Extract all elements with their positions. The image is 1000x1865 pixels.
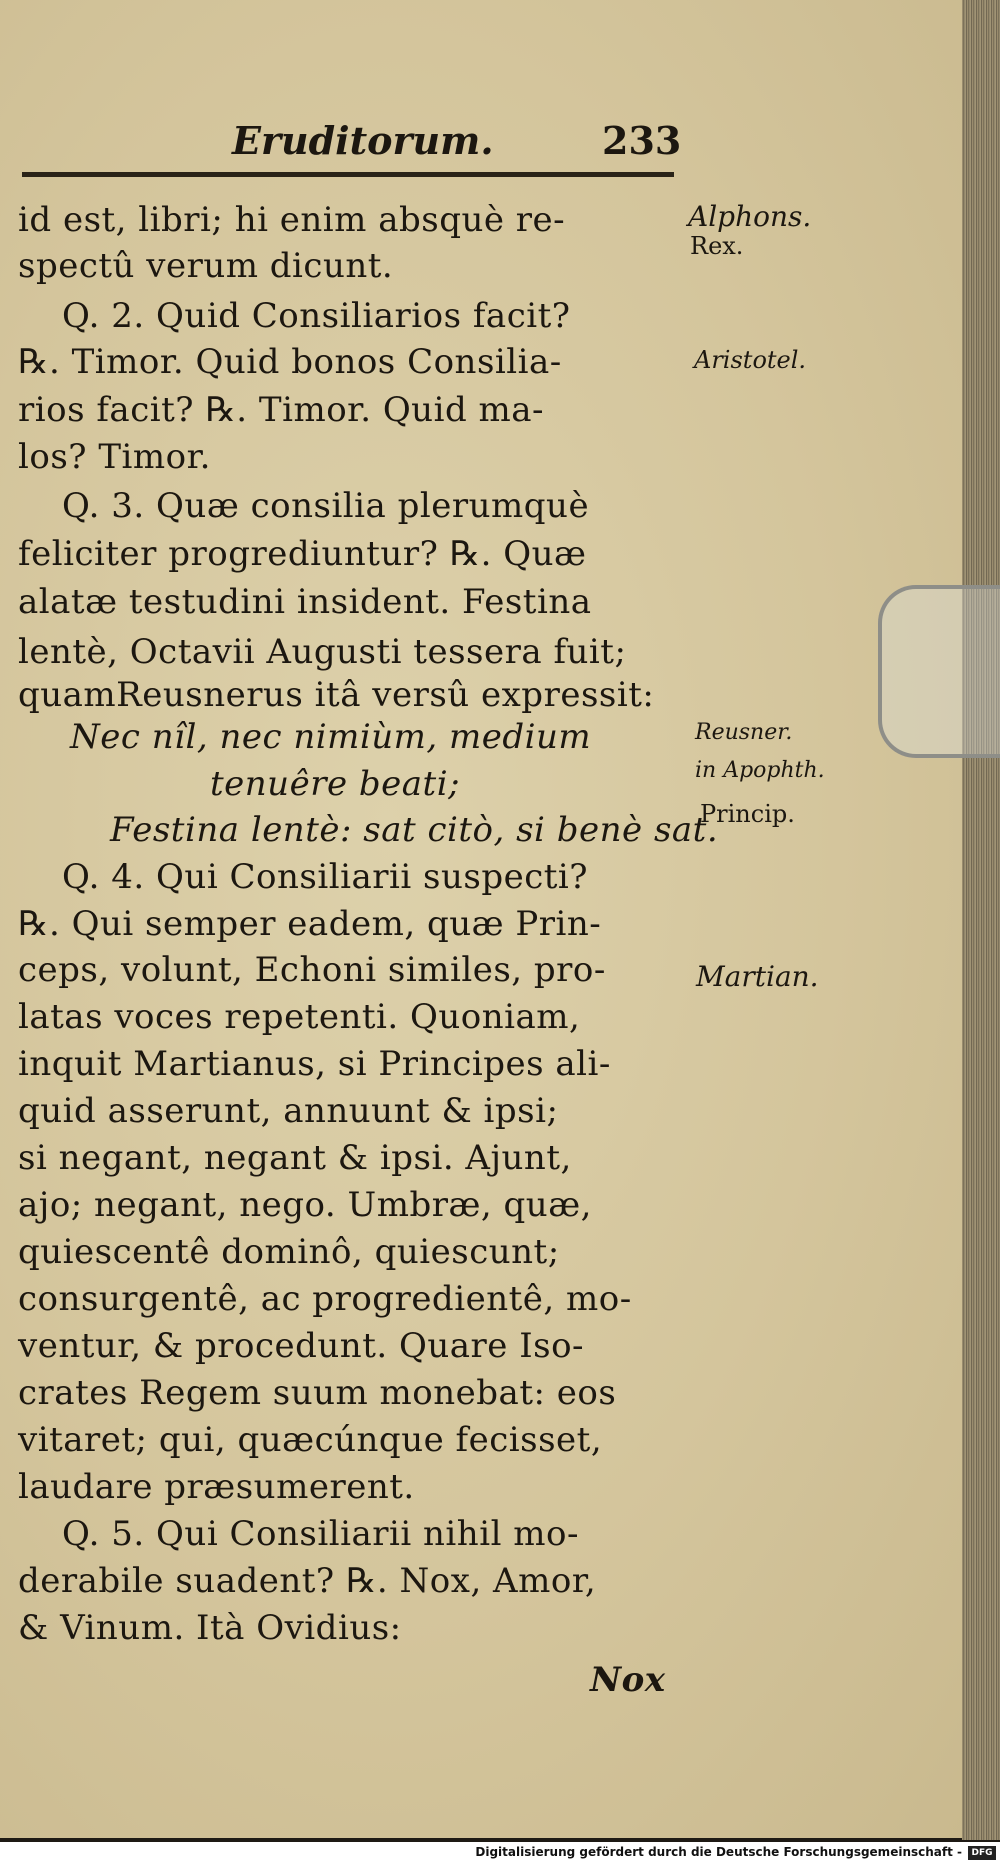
margin-note: Princip.	[700, 800, 795, 828]
dfg-logo: DFG	[968, 1846, 996, 1860]
verse-line: Festina lentè: sat citò, si benè sat.	[110, 810, 719, 850]
margin-note: Martian.	[696, 960, 819, 993]
text-line: inquit Martianus, si Principes ali-	[18, 1044, 611, 1084]
text-line: lentè, Octavii Augusti tessera fuit;	[18, 632, 627, 672]
page-number: 233	[602, 118, 682, 163]
page-edges	[962, 0, 1000, 1840]
text-line: Q. 3. Quæ consilia plerumquè	[62, 486, 590, 526]
text-line: feliciter progrediuntur? ℞. Quæ	[18, 534, 587, 574]
text-line: alatæ testudini insident. Festina	[18, 582, 592, 622]
text-line: quid asserunt, annuunt & ipsi;	[18, 1091, 559, 1131]
margin-note: Alphons.	[688, 200, 812, 233]
text-line: laudare præsumerent.	[18, 1467, 415, 1507]
text-line: quamReusnerus itâ versû expressit:	[18, 675, 655, 715]
text-line: latas voces repetenti. Quoniam,	[18, 997, 581, 1037]
header-rule	[22, 172, 674, 177]
verse-line: tenuêre beati;	[210, 764, 461, 804]
text-line: rios facit? ℞. Timor. Quid ma-	[18, 390, 545, 430]
text-line: & Vinum. Ità Ovidius:	[18, 1608, 402, 1648]
text-line: Q. 5. Qui Consiliarii nihil mo-	[62, 1514, 579, 1554]
text-line: Q. 2. Quid Consiliarios facit?	[62, 296, 571, 336]
text-line: derabile suadent? ℞. Nox, Amor,	[18, 1561, 597, 1601]
text-line: vitaret; qui, quæcúnque fecisset,	[18, 1420, 603, 1460]
text-line: spectû verum dicunt.	[18, 246, 394, 286]
text-line: ℞. Timor. Quid bonos Consilia-	[18, 342, 562, 382]
catchword: Nox	[590, 1660, 666, 1700]
text-line: ceps, volunt, Echoni similes, pro-	[18, 950, 606, 990]
margin-note: Aristotel.	[694, 346, 807, 374]
digitization-footer	[0, 1842, 1000, 1865]
footer-credit: Digitalisierung gefördert durch die Deutsche Forschungsgemeinschaft -	[475, 1845, 962, 1859]
text-line: ℞. Qui semper eadem, quæ Prin-	[18, 904, 602, 944]
text-line: id est, libri; hi enim absquè re-	[18, 200, 566, 240]
text-line: quiescentê dominô, quiescunt;	[18, 1232, 560, 1272]
text-line: Q. 4. Qui Consiliarii suspecti?	[62, 857, 589, 897]
text-line: ventur, & procedunt. Quare Iso-	[18, 1326, 585, 1366]
margin-note: Rex.	[690, 232, 744, 260]
margin-note: Reusner.	[695, 720, 793, 745]
text-line: ajo; negant, nego. Umbræ, quæ,	[18, 1185, 592, 1225]
running-title: Eruditorum.	[232, 118, 494, 163]
text-line: consurgentê, ac progredientê, mo-	[18, 1279, 632, 1319]
text-line: los? Timor.	[18, 437, 211, 477]
text-line: si negant, negant & ipsi. Ajunt,	[18, 1138, 572, 1178]
verse-line: Nec nîl, nec nimiùm, medium	[70, 717, 592, 757]
page-clip	[878, 585, 1000, 758]
margin-note: in Apophth.	[695, 758, 825, 783]
text-line: crates Regem suum monebat: eos	[18, 1373, 617, 1413]
